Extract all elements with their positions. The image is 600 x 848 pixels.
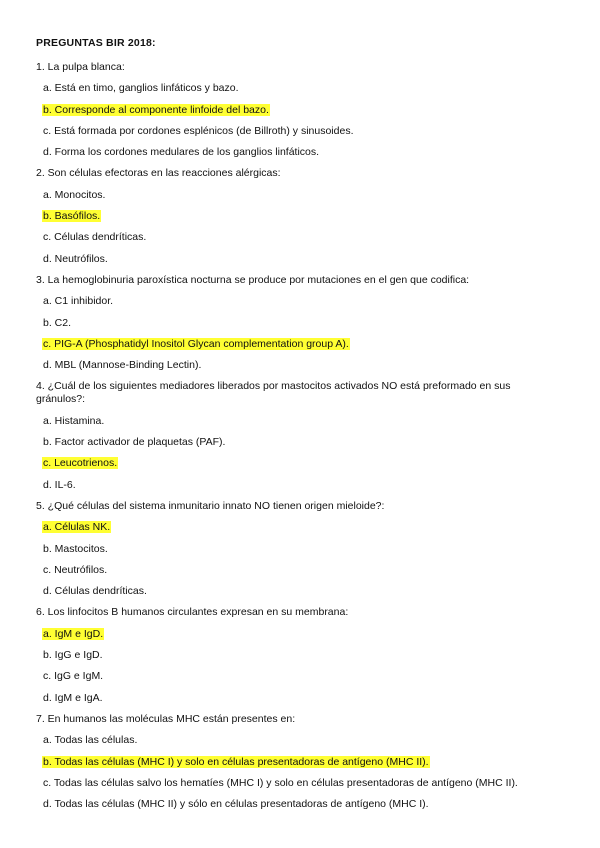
answer-option-label: d. Neutrófilos. xyxy=(43,252,108,265)
answer-option-highlighted xyxy=(42,210,564,223)
answer-option xyxy=(42,317,564,330)
answer-option-label: c. PIG-A (Phosphatidyl Inositol Glycan complementation group A). xyxy=(43,337,349,350)
answer-option xyxy=(42,692,564,705)
question-text: 2. Son células efectoras en las reacciones alérgicas: xyxy=(36,167,281,180)
answer-option-label: c. Neutrófilos. xyxy=(43,563,108,576)
answer-option-label: b. C2. xyxy=(43,316,72,329)
question-text: 4. ¿Cuál de los siguientes mediadores liberados por mastocitos activados NO está preformado en sus gránulos?: xyxy=(36,380,511,406)
answer-option-label: b. Corresponde al componente linfoide del bazo. xyxy=(43,103,269,116)
answer-option-label: a. Monocitos. xyxy=(43,188,106,201)
answer-option-label: a. Está en timo, ganglios linfáticos y bazo. xyxy=(43,82,239,95)
question-text: 3. La hemoglobinuria paroxística nocturna se produce por mutaciones en el gen que codifica: xyxy=(36,273,470,286)
answer-option xyxy=(42,585,564,598)
answer-option-label: b. Factor activador de plaquetas (PAF). xyxy=(43,436,226,449)
question-text: 7. En humanos las moléculas MHC están presentes en: xyxy=(36,712,296,725)
answer-option-label: a. Células NK. xyxy=(43,521,111,534)
answer-option xyxy=(42,649,564,662)
answer-option xyxy=(42,231,564,244)
answer-option xyxy=(42,436,564,449)
answer-option-highlighted xyxy=(42,457,564,470)
answer-option-label: b. Basófilos. xyxy=(43,210,101,223)
question-text: 1. La pulpa blanca: xyxy=(36,61,125,73)
answer-option-label: d. Forma los cordones medulares de los ganglios linfáticos. xyxy=(43,146,320,159)
answer-option-highlighted xyxy=(42,338,564,351)
answer-option xyxy=(42,415,564,428)
answer-option-label: a. IgM e IgD. xyxy=(43,627,104,640)
answer-option-highlighted xyxy=(42,628,564,641)
answer-option-label: b. Todas las células (MHC I) y solo en células presentadoras de antígeno (MHC II). xyxy=(43,755,429,768)
answer-option xyxy=(42,125,564,138)
answer-option xyxy=(42,564,564,577)
answer-option xyxy=(42,479,564,492)
answer-option-highlighted xyxy=(42,756,564,769)
question-text: 5. ¿Qué células del sistema inmunitario innato NO tienen origen mieloide?: xyxy=(36,499,385,512)
answer-option-label: a. Todas las células. xyxy=(43,734,138,747)
answer-option xyxy=(42,543,564,556)
answer-option-label: d. IgM e IgA. xyxy=(43,691,103,704)
answer-option-label: b. IgG e IgD. xyxy=(43,649,103,662)
answer-option-label: c. Todas las células salvo los hematíes (MHC I) y solo en células presentadoras de antígeno (MHC II). xyxy=(43,776,518,789)
answer-option xyxy=(42,798,564,811)
question-text: 6. Los linfocitos B humanos circulantes expresan en su membrana: xyxy=(36,606,349,619)
answer-option-label: c. IgG e IgM. xyxy=(43,670,104,683)
answer-option-highlighted xyxy=(42,521,564,534)
question-list xyxy=(36,61,564,811)
answer-option-label: c. Leucotrienos. xyxy=(43,457,118,470)
answer-option xyxy=(42,670,564,683)
answer-option-label: d. Células dendríticas. xyxy=(43,585,147,598)
answer-option xyxy=(42,734,564,747)
answer-option-label: b. Mastocitos. xyxy=(43,542,108,555)
answer-option xyxy=(42,359,564,372)
answer-option-label: c. Está formada por cordones esplénicos (de Billroth) y sinusoides. xyxy=(43,124,354,137)
answer-option xyxy=(42,253,564,266)
answer-option-label: d. IL-6. xyxy=(43,478,76,491)
document-title: PREGUNTAS BIR 2018: xyxy=(36,37,156,49)
answer-option xyxy=(42,146,564,159)
answer-option-label: a. C1 inhibidor. xyxy=(43,295,114,308)
answer-option xyxy=(42,82,564,95)
answer-option-label: c. Células dendríticas. xyxy=(43,231,147,244)
answer-option xyxy=(42,189,564,202)
answer-option-label: d. MBL (Mannose-Binding Lectin). xyxy=(43,359,202,372)
answer-option-label: a. Histamina. xyxy=(43,414,105,427)
answer-option xyxy=(42,777,564,790)
answer-option-label: d. Todas las células (MHC II) y sólo en células presentadoras de antígeno (MHC I). xyxy=(43,798,429,811)
answer-option xyxy=(42,295,564,308)
answer-option-highlighted xyxy=(42,104,564,117)
